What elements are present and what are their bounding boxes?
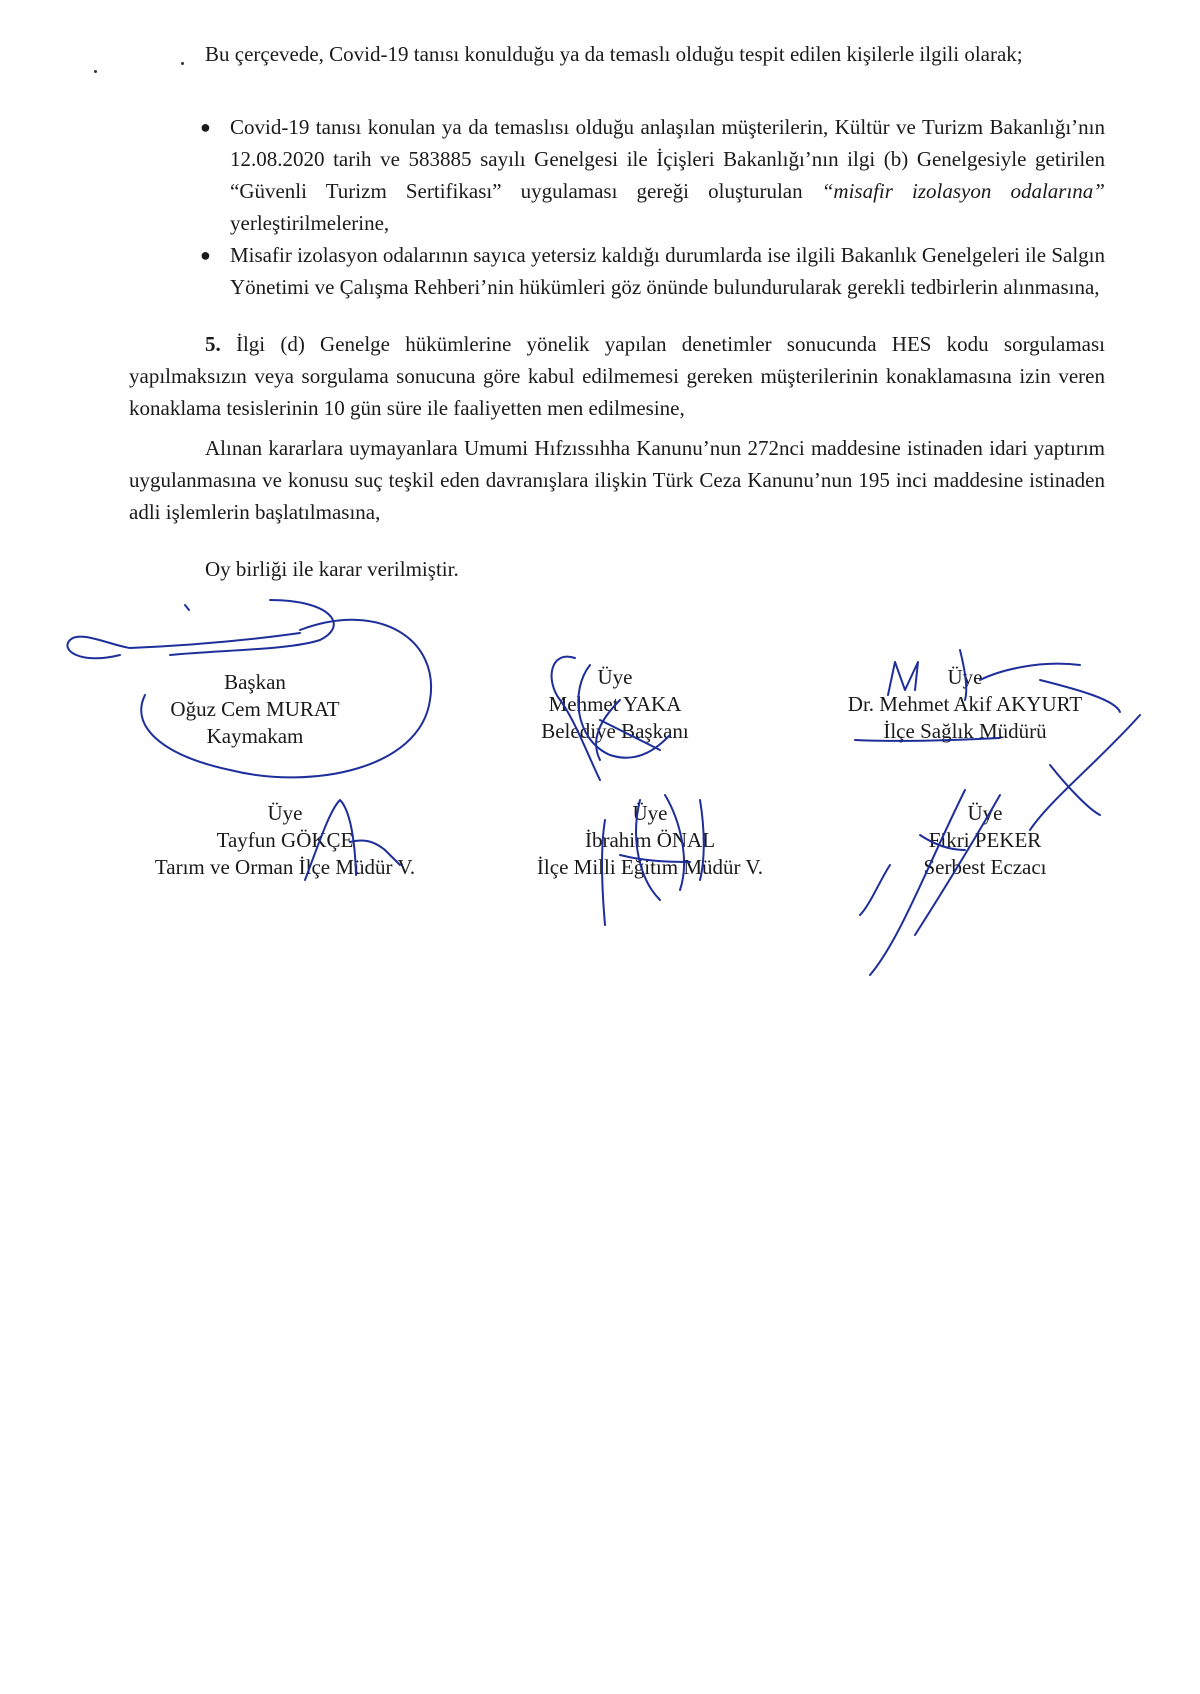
bullet-list [200, 111, 1105, 303]
bullet-text-b: yerleştirilmelerine, [230, 211, 390, 235]
signatory-role: Üye [632, 801, 668, 825]
signatory-role: Üye [967, 801, 1003, 825]
signatory-role: Üye [597, 665, 633, 689]
signatory-role: Üye [947, 665, 983, 689]
signatory-name: Tayfun GÖKÇE [216, 828, 354, 852]
signatory-role: Başkan [224, 670, 286, 694]
signatory-name: Oğuz Cem MURAT [170, 697, 340, 721]
signatory-title: İlçe Sağlık Müdürü [883, 719, 1047, 743]
bullet-italic-text: “misafir izolasyon odalarına” [821, 179, 1105, 203]
signature-block-health [800, 664, 1130, 745]
signatory-title: İlçe Milli Eğitim Müdür V. [536, 855, 764, 879]
signatory-role: Üye [267, 801, 303, 825]
item-5-number: 5. [205, 332, 221, 356]
signatory-name: İbrahim ÖNAL [584, 828, 716, 852]
signatory-title: Belediye Başkanı [541, 719, 689, 743]
sanctions-paragraph: Alınan kararlara uymayanlara Umumi Hıfzıssıhha Kanunu’nun 272nci maddesine istinaden idari yaptırım uygulanmasına ve konusu suç teşkil eden davranışlara ilişkin Türk Ceza Kanunu’nun 195 inci maddesine istinaden adli işlemlerin başlatılmasına, [129, 436, 1105, 524]
item-5-paragraph [129, 328, 1105, 424]
signatory-title: Tarım ve Orman İlçe Müdür V. [154, 855, 416, 879]
signature-block-agriculture [115, 800, 455, 881]
signatory-name: Dr. Mehmet Akif AKYURT [847, 692, 1083, 716]
signatory-title: Kaymakam [206, 724, 304, 748]
bullet-icon: ● [200, 245, 211, 265]
signature-block-pharmacist [880, 800, 1090, 881]
signature-block-mayor [500, 664, 730, 745]
signature-block-education [500, 800, 800, 881]
intro-paragraph: Bu çerçevede, Covid-19 tanısı konulduğu ya da temaslı olduğu tespit edilen kişilerle ilgili olarak; [205, 42, 1023, 66]
bullet-text-a: Misafir izolasyon odalarının sayıca yetersiz kaldığı durumlarda ise ilgili Bakanlık Genelgeleri ile Salgın Yönetimi ve Çalışma Rehberi’nin hükümleri göz önünde bulundurularak gerekli tedbirlerin alınmasına, [230, 243, 1105, 299]
bullet-item [200, 111, 1105, 239]
signatory-name: Fikri PEKER [928, 828, 1042, 852]
signature-block-chair [150, 669, 360, 750]
decision-line: Oy birliği ile karar verilmiştir. [205, 557, 459, 581]
item-5-text: İlgi (d) Genelge hükümlerine yönelik yapılan denetimler sonucunda HES kodu sorgulaması yapılmaksızın veya sorgulama sonucuna göre kabul edilmemesi gereken müşterilerinin konaklamasına izin veren konaklama tesislerinin 10 gün süre ile faaliyetten men edilmesine, [129, 332, 1105, 420]
scan-speck [94, 70, 97, 73]
bullet-item [200, 239, 1105, 303]
bullet-icon: ● [200, 117, 211, 137]
signatory-title: Serbest Eczacı [923, 855, 1047, 879]
signatory-name: Mehmet YAKA [548, 692, 682, 716]
bullet-text-a: Covid-19 tanısı konulan ya da temaslısı olduğu anlaşılan müşterilerin, Kültür ve Turizm Bakanlığı’nın 12.08.2020 tarih ve 583885 sayılı Genelgesi ile İçişleri Bakanlığı’nın ilgi (b) Genelgesiyle getirilen “Güvenli Turizm Sertifikası” uygulaması gereği oluşturulan [230, 115, 1105, 203]
